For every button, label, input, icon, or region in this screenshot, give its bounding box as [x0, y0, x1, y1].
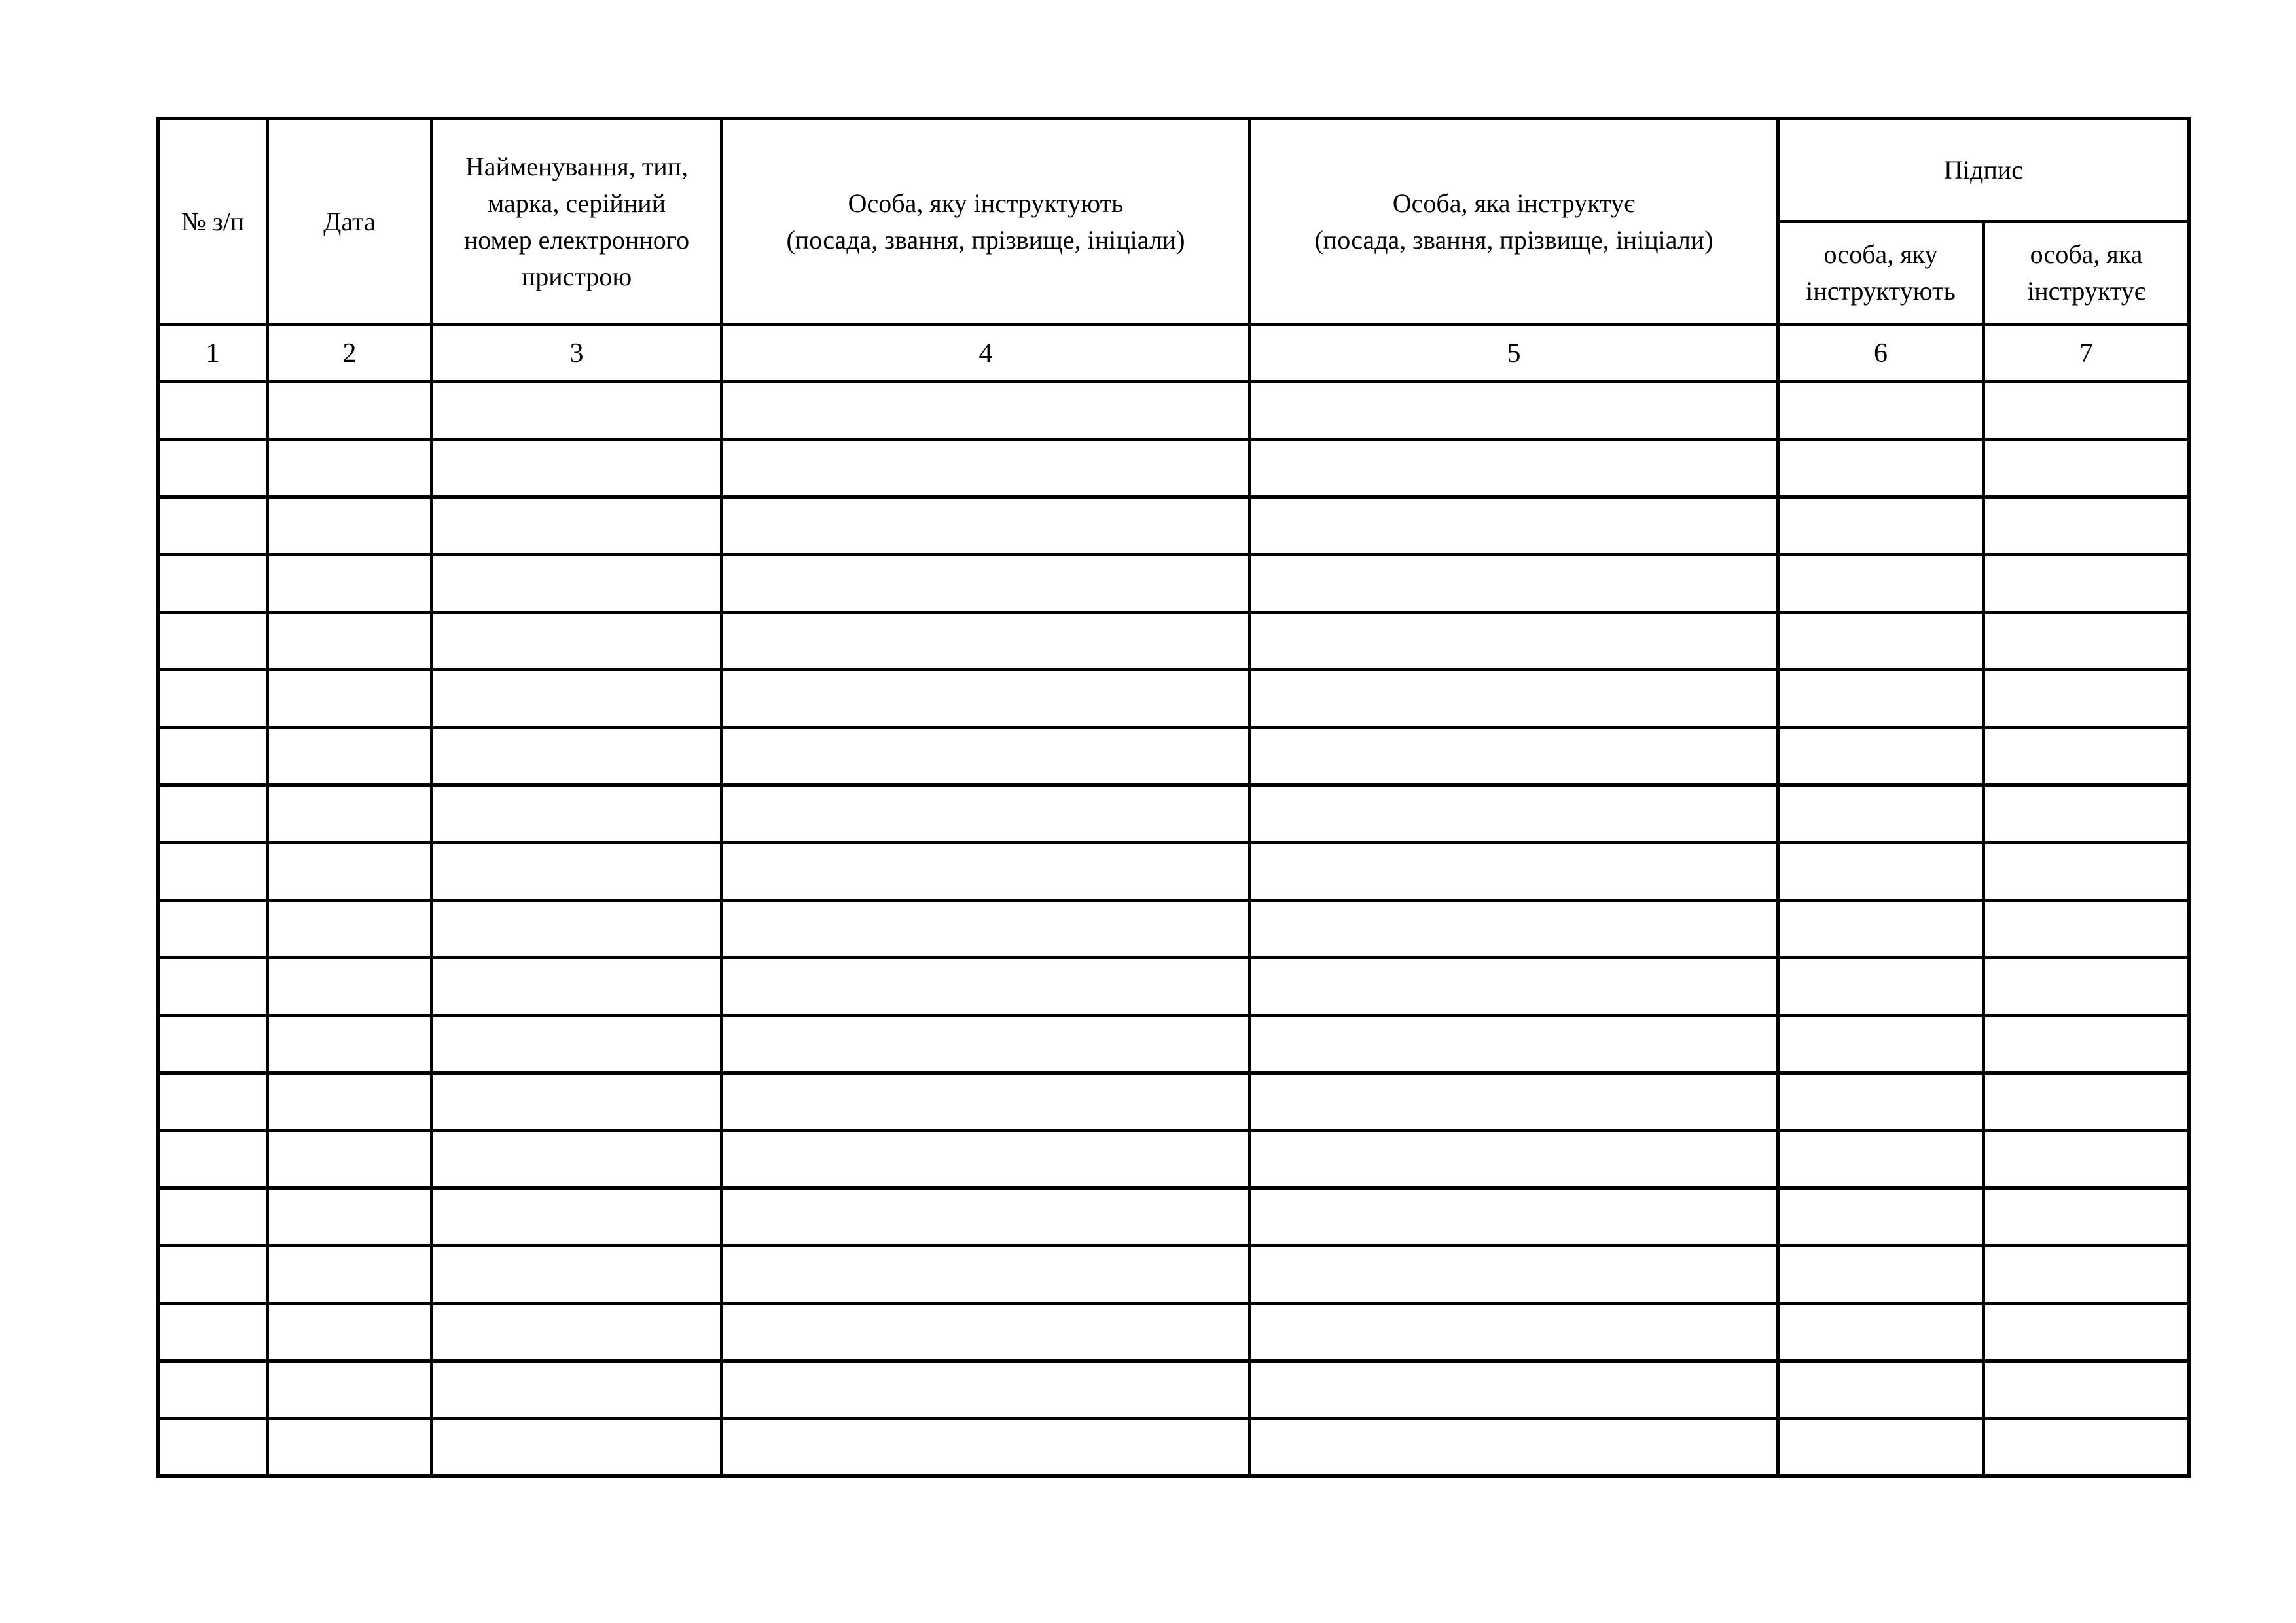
table-cell[interactable] [722, 785, 1250, 843]
table-cell[interactable] [1984, 555, 2189, 613]
table-cell[interactable] [432, 497, 722, 555]
table-cell[interactable] [1778, 1246, 1984, 1304]
table-cell[interactable] [1984, 785, 2189, 843]
table-cell[interactable] [1778, 1073, 1984, 1131]
table-cell[interactable] [1250, 728, 1778, 785]
table-cell[interactable] [268, 613, 432, 670]
table-cell[interactable] [268, 497, 432, 555]
table-cell[interactable] [158, 1304, 268, 1361]
table-cell[interactable] [158, 728, 268, 785]
header-signature-instructor-line: особа, яка [2030, 240, 2143, 269]
table-cell[interactable] [722, 1246, 1250, 1304]
table-cell[interactable] [1778, 1188, 1984, 1246]
table-cell[interactable] [1250, 555, 1778, 613]
table-cell[interactable] [432, 670, 722, 728]
table-cell[interactable] [722, 1016, 1250, 1073]
table-cell[interactable] [268, 382, 432, 440]
table-cell[interactable] [722, 670, 1250, 728]
table-cell[interactable] [722, 613, 1250, 670]
table-cell[interactable] [1778, 670, 1984, 728]
table-cell[interactable] [268, 1131, 432, 1188]
table-cell[interactable] [432, 785, 722, 843]
table-cell[interactable] [432, 901, 722, 958]
table-row [158, 728, 2189, 785]
table-cell[interactable] [1984, 1419, 2189, 1476]
table-row [158, 613, 2189, 670]
table-cell[interactable] [1250, 843, 1778, 901]
table-cell[interactable] [1778, 1419, 1984, 1476]
header-device-line: Найменування, тип, [465, 151, 689, 181]
column-number: 6 [1778, 325, 1984, 382]
table-row [158, 555, 2189, 613]
table-cell[interactable] [1778, 555, 1984, 613]
table-cell[interactable] [1778, 1304, 1984, 1361]
table-cell[interactable] [158, 382, 268, 440]
table-cell[interactable] [432, 440, 722, 497]
table-cell[interactable] [432, 613, 722, 670]
table-cell[interactable] [268, 1246, 432, 1304]
table-cell[interactable] [158, 1073, 268, 1131]
table-cell[interactable] [1778, 1131, 1984, 1188]
header-signature-group: Підпис [1778, 119, 2189, 222]
header-instructed-person-line: (посада, звання, прізвище, ініціали) [786, 224, 1185, 255]
table-row [158, 958, 2189, 1016]
table-cell[interactable] [1250, 785, 1778, 843]
table-cell[interactable] [158, 785, 268, 843]
table-cell[interactable] [158, 1131, 268, 1188]
table-cell[interactable] [1984, 670, 2189, 728]
table-cell[interactable] [1984, 382, 2189, 440]
table-cell[interactable] [722, 958, 1250, 1016]
table-cell[interactable] [432, 555, 722, 613]
table-cell[interactable] [1250, 440, 1778, 497]
table-cell[interactable] [1778, 901, 1984, 958]
table-cell[interactable] [158, 1188, 268, 1246]
table-cell[interactable] [432, 1246, 722, 1304]
table-cell[interactable] [268, 1419, 432, 1476]
table-cell[interactable] [432, 1131, 722, 1188]
table-row [158, 1016, 2189, 1073]
table-cell[interactable] [268, 1304, 432, 1361]
table-row [158, 497, 2189, 555]
header-device-line: пристрою [521, 261, 632, 291]
table-cell[interactable] [268, 555, 432, 613]
table-cell[interactable] [1984, 1361, 2189, 1419]
column-number: 4 [722, 325, 1250, 382]
table-cell[interactable] [722, 1361, 1250, 1419]
table-cell[interactable] [268, 1016, 432, 1073]
table-cell[interactable] [722, 382, 1250, 440]
table-cell[interactable] [722, 1188, 1250, 1246]
table-cell[interactable] [432, 728, 722, 785]
table-cell[interactable] [1250, 1246, 1778, 1304]
column-number: 1 [158, 325, 268, 382]
table-cell[interactable] [1984, 497, 2189, 555]
table-cell[interactable] [1250, 497, 1778, 555]
table-cell[interactable] [1984, 1304, 2189, 1361]
table-cell[interactable] [722, 497, 1250, 555]
table-cell[interactable] [1778, 440, 1984, 497]
table-row [158, 1419, 2189, 1476]
table-cell[interactable] [158, 497, 268, 555]
table-cell[interactable] [1250, 1361, 1778, 1419]
instruction-journal-table [156, 117, 2191, 1478]
table-cell[interactable] [1984, 1131, 2189, 1188]
table-cell[interactable] [432, 1361, 722, 1419]
table-cell[interactable] [158, 440, 268, 497]
table-cell[interactable] [158, 670, 268, 728]
table-cell[interactable] [722, 728, 1250, 785]
table-cell[interactable] [722, 843, 1250, 901]
table-row [158, 1246, 2189, 1304]
table-cell[interactable] [1778, 958, 1984, 1016]
column-number: 3 [432, 325, 722, 382]
column-number: 5 [1250, 325, 1778, 382]
table-cell[interactable] [1984, 843, 2189, 901]
table-cell[interactable] [1250, 670, 1778, 728]
table-cell[interactable] [1984, 1188, 2189, 1246]
table-cell[interactable] [432, 1419, 722, 1476]
header-instructed-person-line: Особа, яку інструктують [848, 188, 1124, 218]
table-row [158, 785, 2189, 843]
table-cell[interactable] [1984, 1246, 2189, 1304]
table-cell[interactable] [158, 613, 268, 670]
table-row [158, 440, 2189, 497]
table-cell[interactable] [1250, 1073, 1778, 1131]
table-cell[interactable] [722, 901, 1250, 958]
table-row [158, 670, 2189, 728]
table-cell[interactable] [158, 901, 268, 958]
table-cell[interactable] [1778, 785, 1984, 843]
table-cell[interactable] [158, 1016, 268, 1073]
table-cell[interactable] [1984, 958, 2189, 1016]
table-cell[interactable] [1250, 613, 1778, 670]
table-cell[interactable] [268, 728, 432, 785]
table-cell[interactable] [158, 555, 268, 613]
table-cell[interactable] [722, 1304, 1250, 1361]
header-row [158, 119, 2189, 222]
table-cell[interactable] [158, 958, 268, 1016]
table-cell[interactable] [722, 440, 1250, 497]
table-cell[interactable] [432, 1073, 722, 1131]
header-device [432, 119, 722, 325]
table-row [158, 1073, 2189, 1131]
header-signature-instructed-line: особа, яку [1823, 240, 1938, 269]
table-row [158, 1361, 2189, 1419]
table-cell[interactable] [268, 1073, 432, 1131]
header-device-line: марка, серійний [487, 188, 666, 218]
table-cell[interactable] [432, 1304, 722, 1361]
table-cell[interactable] [722, 1073, 1250, 1131]
table-cell[interactable] [1984, 1016, 2189, 1073]
table-cell[interactable] [1984, 901, 2189, 958]
table-cell[interactable] [158, 1246, 268, 1304]
table-cell[interactable] [722, 1419, 1250, 1476]
table-cell[interactable] [268, 958, 432, 1016]
table-cell[interactable] [1250, 1131, 1778, 1188]
table-cell[interactable] [1984, 1073, 2189, 1131]
table-cell[interactable] [1250, 1016, 1778, 1073]
table-cell[interactable] [1778, 497, 1984, 555]
table-cell[interactable] [432, 382, 722, 440]
table-row [158, 1304, 2189, 1361]
table-cell[interactable] [1984, 613, 2189, 670]
table-cell[interactable] [268, 440, 432, 497]
table-cell[interactable] [268, 1361, 432, 1419]
header-signature-instructor [1984, 222, 2189, 325]
table-cell[interactable] [722, 1131, 1250, 1188]
table-cell[interactable] [1250, 958, 1778, 1016]
column-number: 2 [268, 325, 432, 382]
table-row [158, 1188, 2189, 1246]
table-cell[interactable] [432, 958, 722, 1016]
table-cell[interactable] [158, 843, 268, 901]
column-number: 7 [1984, 325, 2189, 382]
header-signature-instructed [1778, 222, 1984, 325]
table-cell[interactable] [1250, 382, 1778, 440]
table-cell[interactable] [722, 555, 1250, 613]
header-instructed-person [722, 119, 1250, 325]
table-row [158, 843, 2189, 901]
header-signature-instructed-line: інструктують [1806, 276, 1956, 306]
header-instructor-line: (посада, звання, прізвище, ініціали) [1314, 224, 1713, 255]
table-cell[interactable] [1778, 728, 1984, 785]
header-date: Дата [268, 119, 432, 325]
header-signature-instructor-line: інструктує [2027, 276, 2145, 306]
table-cell[interactable] [432, 843, 722, 901]
table-cell[interactable] [268, 843, 432, 901]
table-cell[interactable] [1250, 1419, 1778, 1476]
table-cell[interactable] [432, 1016, 722, 1073]
table-row [158, 1131, 2189, 1188]
table-cell[interactable] [1250, 1304, 1778, 1361]
table-cell[interactable] [268, 901, 432, 958]
table-cell[interactable] [1778, 613, 1984, 670]
table-cell[interactable] [1778, 1016, 1984, 1073]
table-cell[interactable] [158, 1419, 268, 1476]
table-row [158, 382, 2189, 440]
table-cell[interactable] [1778, 1361, 1984, 1419]
table-cell[interactable] [1778, 843, 1984, 901]
header-instructor [1250, 119, 1778, 325]
table-cell[interactable] [1984, 440, 2189, 497]
table-cell[interactable] [1984, 728, 2189, 785]
table-cell[interactable] [268, 785, 432, 843]
header-instructor-line: Особа, яка інструктує [1392, 188, 1636, 218]
header-device-line: номер електронного [463, 224, 690, 255]
column-number-row [158, 325, 2189, 382]
table-cell[interactable] [268, 1188, 432, 1246]
table-cell[interactable] [268, 670, 432, 728]
table-cell[interactable] [1250, 901, 1778, 958]
table-cell[interactable] [1778, 382, 1984, 440]
header-number: № з/п [158, 119, 268, 325]
table-cell[interactable] [1250, 1188, 1778, 1246]
table-cell[interactable] [432, 1188, 722, 1246]
table-row [158, 901, 2189, 958]
table-cell[interactable] [158, 1361, 268, 1419]
